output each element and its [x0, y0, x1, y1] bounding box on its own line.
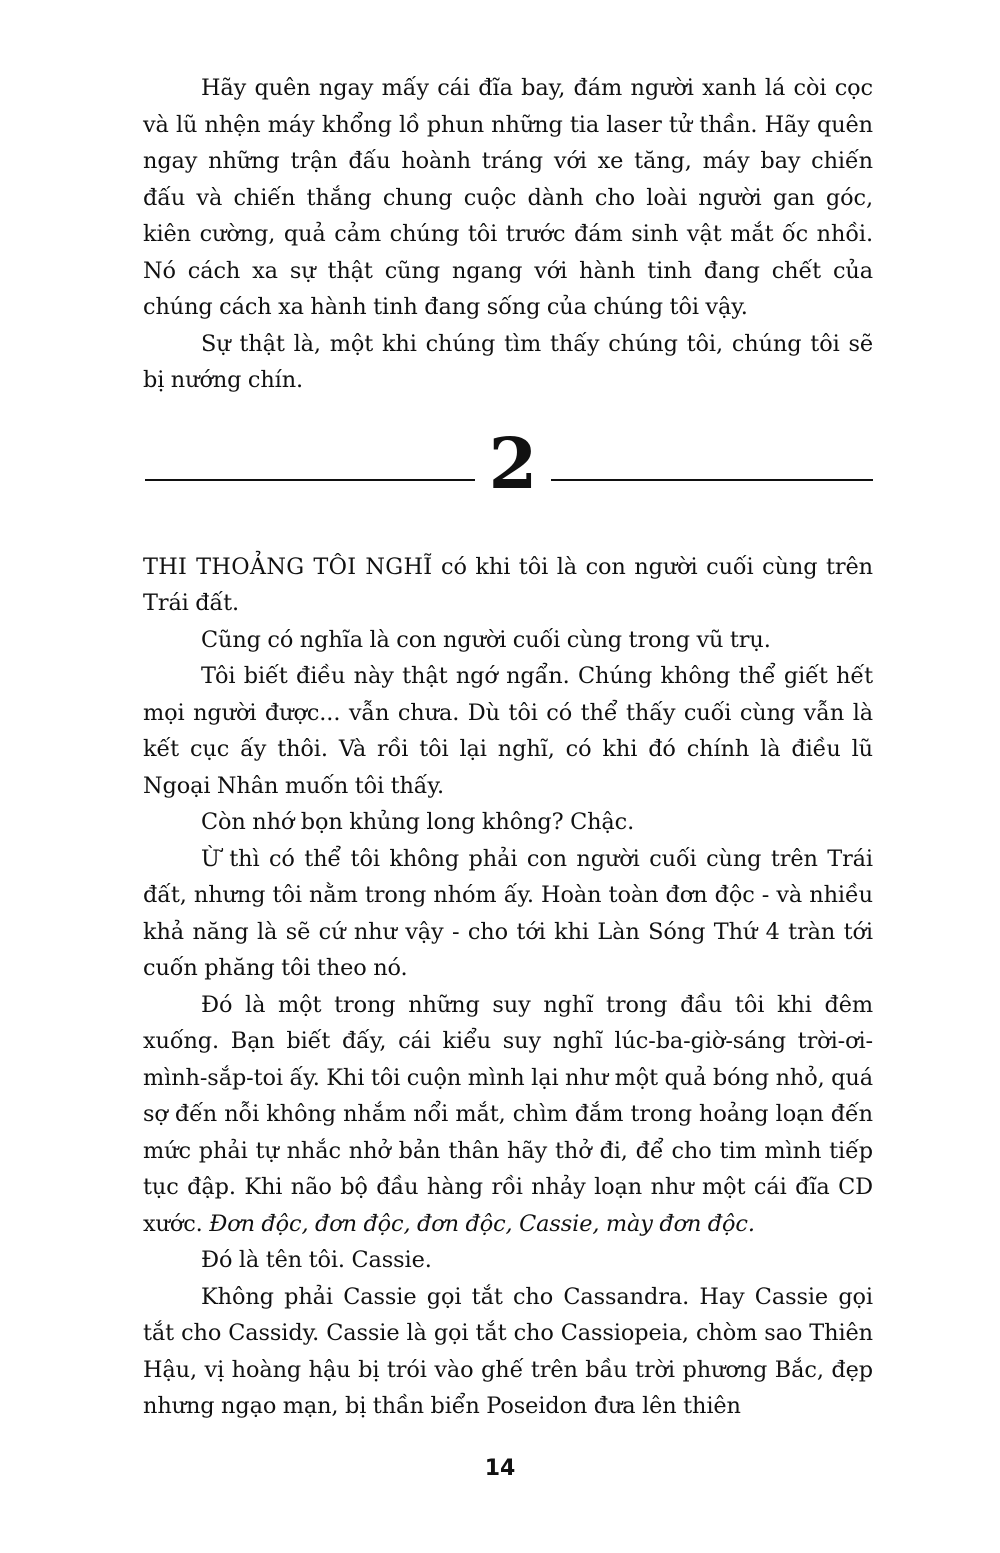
paragraph-body-3: Tôi biết điều này thật ngớ ngẩn. Chúng không thể giết hết mọi người được... vẫn chưa. Dù tôi có thể thấy cuối cùng vẫn là kết cục ấy thôi. Và rồi tôi lại nghĩ, có khi đó chính là điều lũ Ngoại Nhân muốn tôi thấy. [143, 663, 873, 799]
paragraph-body-5: Ừ thì có thể tôi không phải con người cuối cùng trên Trái đất, nhưng tôi nằm trong nhóm ấy. Hoàn toàn đơn độc - và nhiều khả năng là sẽ cứ như vậy - cho tới khi Làn Sóng Thứ 4 tràn tới cuốn phăng tôi theo nó. [143, 845, 873, 981]
paragraph-top-1: Hãy quên ngay mấy cái đĩa bay, đám người xanh lá còi cọc và lũ nhện máy khổng lồ phun những tia laser tử thần. Hãy quên ngay những trận đấu hoành tráng với xe tăng, máy bay chiến đấu và chiến thắng chung cuộc dành cho loài người gan góc, kiên cường, quả cảm chúng tôi trước đám sinh vật mắt ốc nhồi. Nó cách xa sự thật cũng ngang với hành tinh đang chết của chúng cách xa hành tinh đang sống của chúng tôi vậy. [143, 75, 873, 320]
paragraph-body-6-italic: Đơn độc, đơn độc, đơn độc, Cassie, mày đơn độc. [209, 1210, 755, 1237]
chapter-lead-words: THI THOẢNG TÔI NGHĨ [143, 553, 433, 580]
page-number: 14 [484, 1456, 516, 1481]
paragraph-body-7: Đó là tên tôi. Cassie. [201, 1247, 432, 1273]
paragraph-body-6 [143, 987, 873, 1243]
paragraph-body-2: Cũng có nghĩa là con người cuối cùng trong vũ trụ. [201, 626, 771, 653]
paragraph-body-4: Còn nhớ bọn khủng long không? Chậc. [201, 809, 635, 835]
chapter-rule-right [551, 479, 873, 481]
chapter-opening-rest: có khi tôi là con người cuối cùng trên Trái đất. [143, 553, 874, 616]
paragraph-body-6-text: Đó là một trong những suy nghĩ trong đầu tôi khi đêm xuống. Bạn biết đấy, cái kiểu suy nghĩ lúc-ba-giờ-sáng trời-ơi-mình-sắp-toi ấy. Khi tôi cuộn mình lại như một quả bóng nhỏ, quá sợ đến nỗi không nhắm nổi mắt, chìm đắm trong hoảng loạn đến mức phải tự nhắc nhở bản thân hãy thở đi, để cho tim mình tiếp tục đập. Khi não bộ đầu hàng rồi nhảy loạn như một cái đĩa CD xước. [143, 991, 873, 1237]
chapter-header [143, 399, 873, 549]
chapter-number: 2 [488, 421, 538, 505]
paragraph-body-8: Không phải Cassie gọi tắt cho Cassandra. Hay Cassie gọi tắt cho Cassidy. Cassie là gọi tắt cho Cassiopeia, chòm sao Thiên Hậu, vị hoàng hậu bị trói vào ghế trên bầu trời phương Bắc, đẹp nhưng ngạo mạn, bị thần biển Poseidon đưa lên thiên [143, 1283, 873, 1419]
book-page [143, 70, 873, 1425]
paragraph-top-2: Sự thật là, một khi chúng tìm thấy chúng tôi, chúng tôi sẽ bị nướng chín. [143, 330, 873, 393]
paragraph-chapter-opening [143, 549, 873, 622]
